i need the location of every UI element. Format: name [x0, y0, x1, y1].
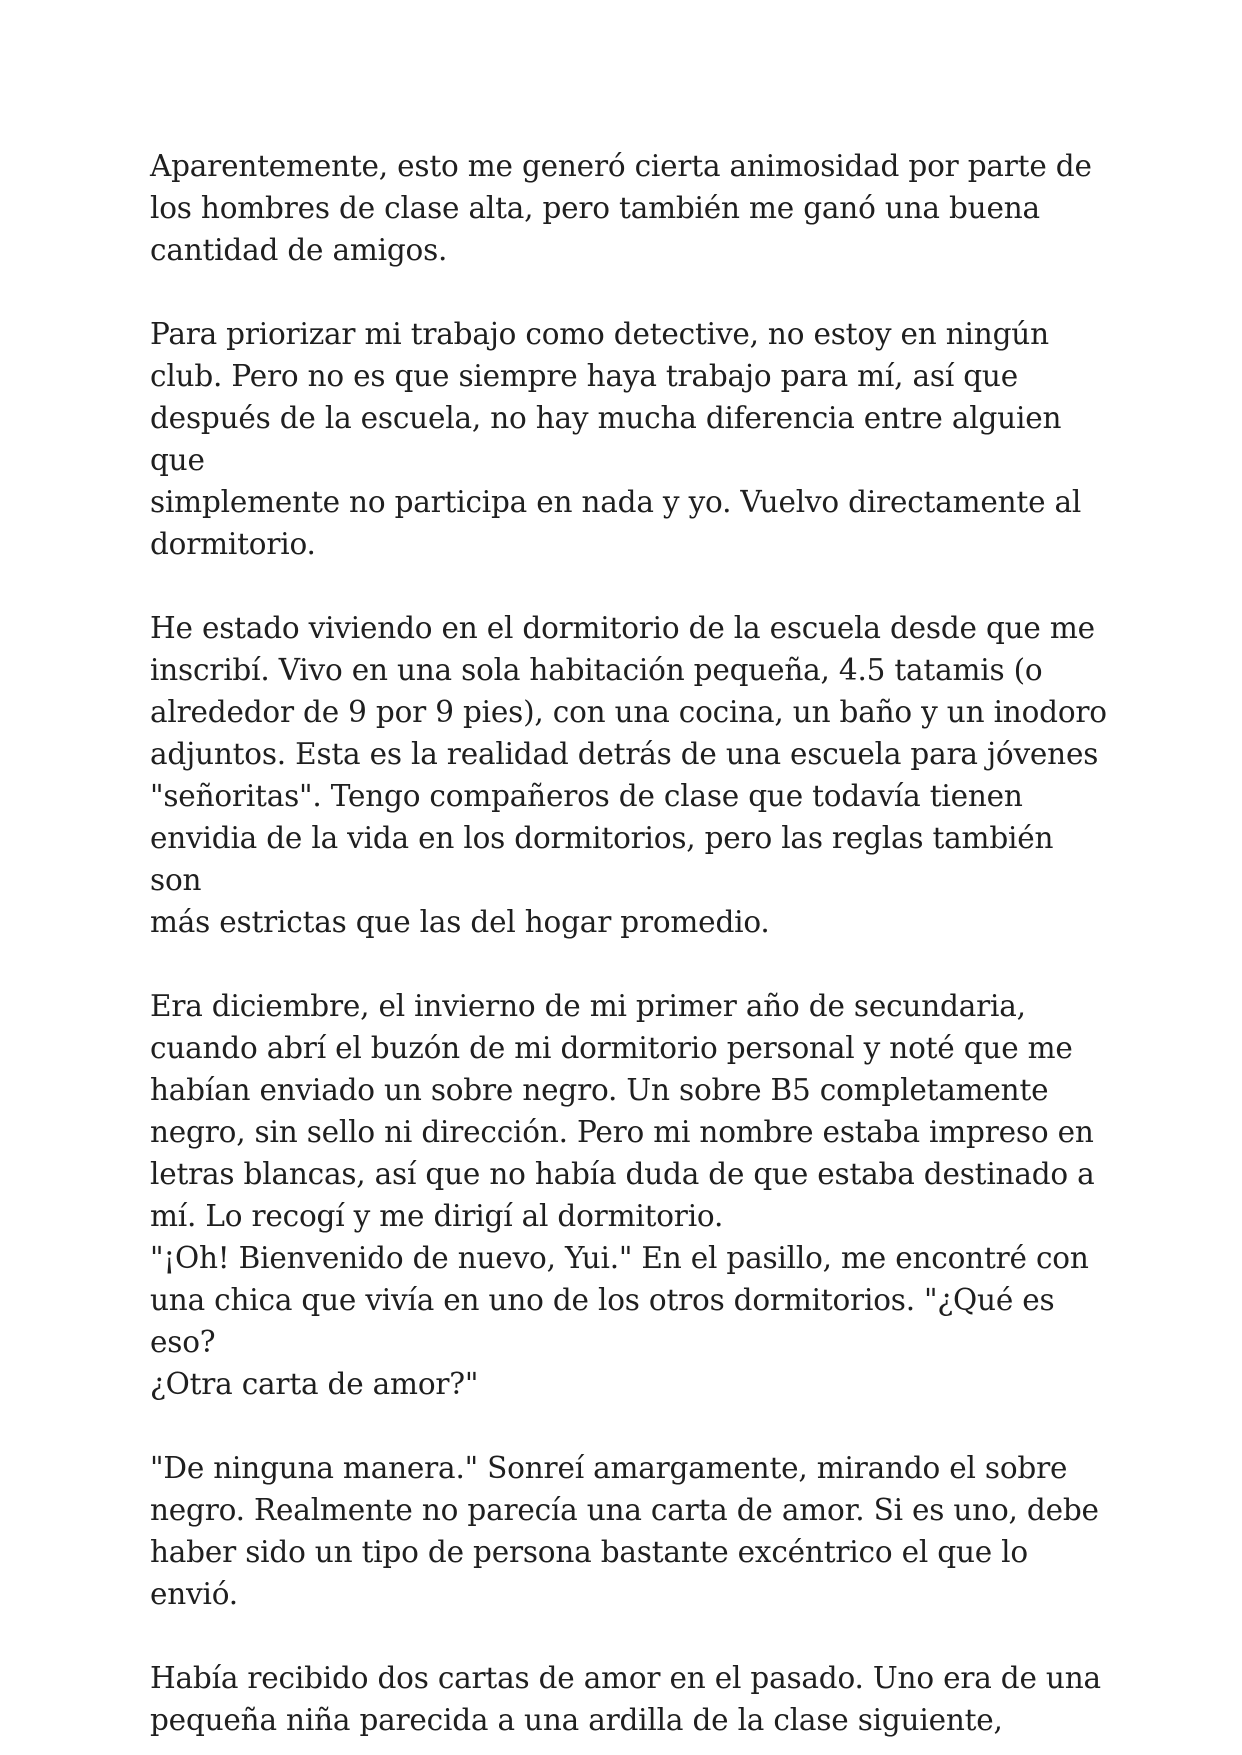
- paragraph-3: He estado viviendo en el dormitorio de la escuela desde que me inscribí. Vivo en una sola habitación pequeña, 4.5 tatamis (o alrededor de 9 por 9 pies), con una cocina, un baño y un inodoro adjuntos. Esta es la realidad detrás de una escuela para jóvenes "señoritas". Tengo compañeros de clase que todavía tienen envidia de la vida en los dormitorios, pero las reglas también son más estrictas que las del hogar promedio.: [150, 611, 1107, 939]
- paragraph-7: Había recibido dos cartas de amor en el pasado. Uno era de una pequeña niña parecida a una ardilla de la clase siguiente,: [150, 1661, 1101, 1737]
- paragraph-6: "De ninguna manera." Sonreí amargamente, mirando el sobre negro. Realmente no parecía una carta de amor. Si es uno, debe haber sido un tipo de persona bastante excéntrico el que lo envió.: [150, 1451, 1099, 1611]
- paragraph-1: Aparentemente, esto me generó cierta animosidad por parte de los hombres de clase alta, pero también me ganó una buena cantidad de amigos.: [150, 149, 1092, 267]
- paragraph-2: Para priorizar mi trabajo como detective, no estoy en ningún club. Pero no es que siempre haya trabajo para mí, así que después de la escuela, no hay mucha diferencia entre alguien que simplemente no participa en nada y yo. Vuelvo directamente al dormitorio.: [150, 317, 1082, 561]
- paragraph-4: Era diciembre, el invierno de mi primer año de secundaria, cuando abrí el buzón de mi dormitorio personal y noté que me habían enviado un sobre negro. Un sobre B5 completamente negro, sin sello ni dirección. Pero mi nombre estaba impreso en letras blancas, así que no había duda de que estaba destinado a mí. Lo recogí y me dirigí al dormitorio.: [150, 989, 1095, 1233]
- paragraph-5: "¡Oh! Bienvenido de nuevo, Yui." En el pasillo, me encontré con una chica que vivía en uno de los otros dormitorios. "¿Qué es eso? ¿Otra carta de amor?": [150, 1241, 1089, 1401]
- body-text: [150, 145, 1110, 1741]
